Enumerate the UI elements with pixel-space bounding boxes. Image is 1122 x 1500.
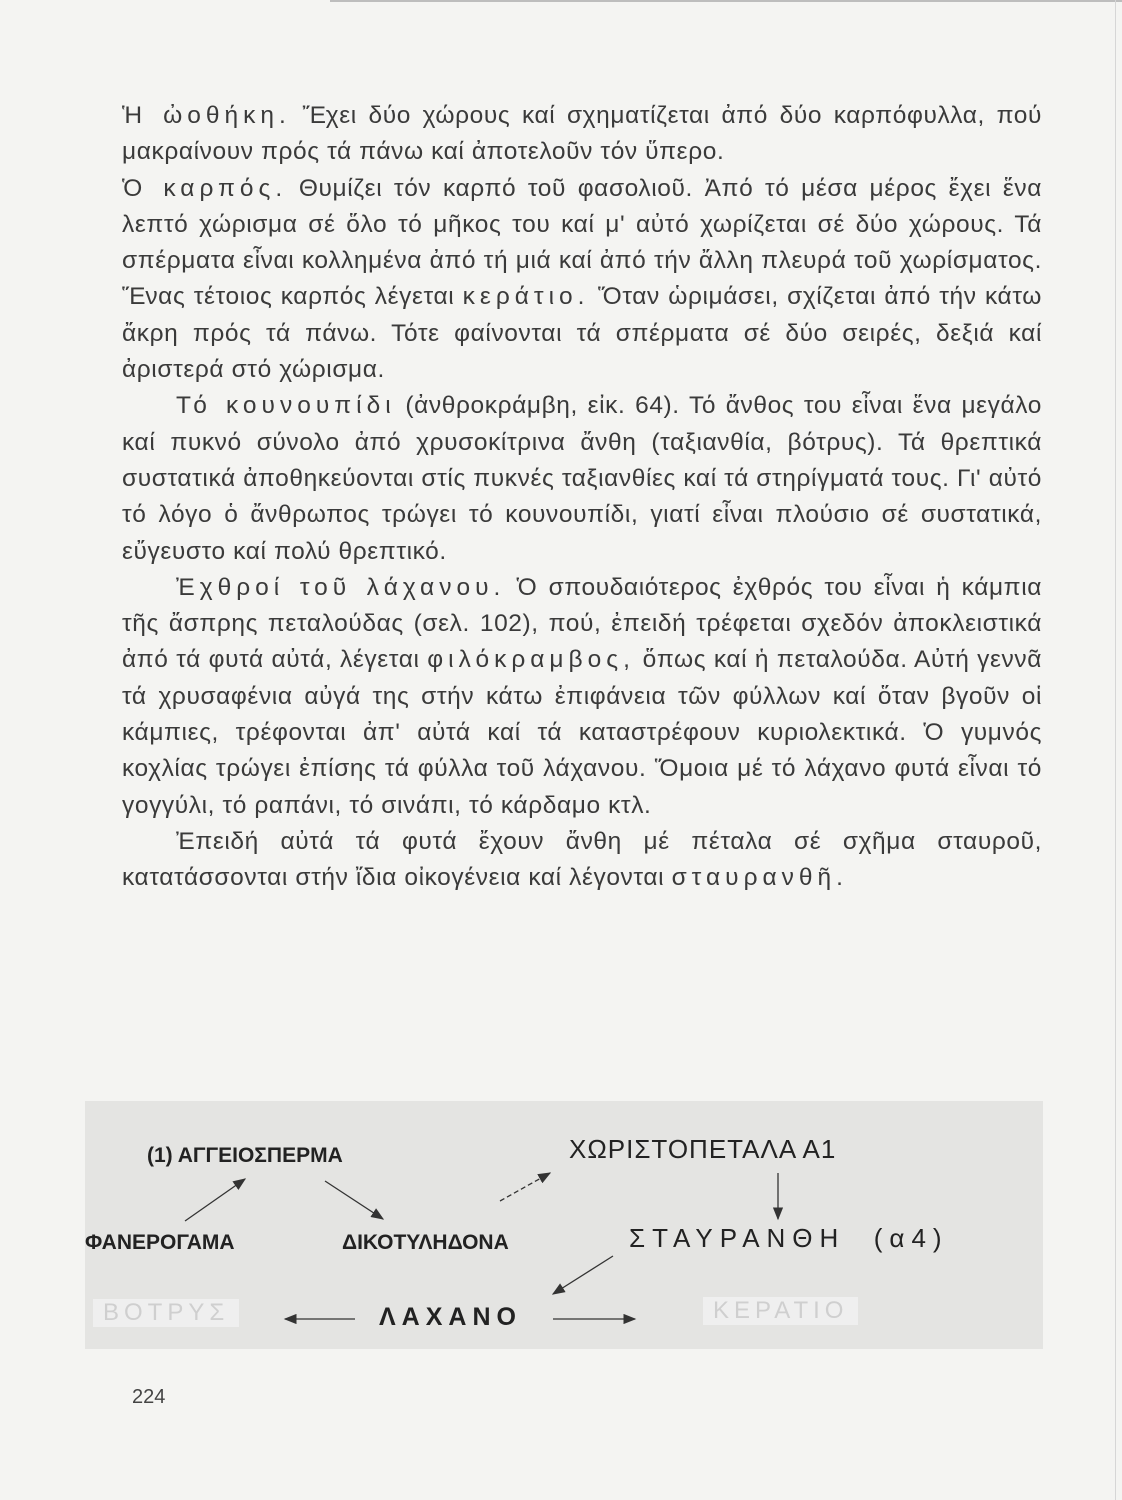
paragraph-fruit-text-b: Ὅταν ὡριμάσει, σχίζεται ἀπό τήν κάτω ἄκρη πρός τά πάνω. Τότε φαίνονται τά σπέρματα σέ δύο σειρές, δεξιά καί ἀριστερά στό χώρισμα. <box>122 283 1042 384</box>
term-fruit: Ὁ καρπός. <box>122 174 288 202</box>
paragraph-cruciferae-text: Ἐπειδή αὐτά τά φυτά ἔχουν ἄνθη μέ πέταλα σέ σχῆμα σταυροῦ, κατατάσσονται στήν ἴδια οἰκογένεια καί λέγονται <box>122 827 1042 892</box>
paragraph-enemies <box>122 570 1042 824</box>
node-stavranthi: ΣΤΑΥΡΑΝΘΗ (α4) <box>629 1223 949 1253</box>
node-keratio: ΚΕΡΑΤΙΟ <box>703 1297 858 1325</box>
paragraph-fruit-text-a: Θυμίζει τόν καρπό τοῦ φασολιοῦ. Ἀπό τό μέσα μέρος ἔχει ἕνα λεπτό χώρισμα σέ ὅλο τό μῆκος του καί μ' αὐτό χωρίζεται σέ δύο χώρους. Τά σπέρματα εἶναι κολλημένα ἀπό τή μιά καί ἀπό τήν ἄλλη πλευρά τοῦ χωρίσματος. Ἕνας τέτοιος καρπός λέγεται <box>122 174 1042 311</box>
paragraph-fruit <box>122 171 1042 389</box>
arrow-dikotyledona-to-choristopetala <box>500 1173 550 1201</box>
term-enemies: Ἐχθροί τοῦ λάχανου. <box>176 573 506 601</box>
paragraph-enemies-text-a: Ὁ σπουδαιότερος ἐχθρός του εἶναι ἡ κάμπια τῆς ἄσπρης πεταλούδας (σελ. 102), πού, ἐπειδή τρέφεται σχεδόν ἀποκλειστικά ἀπό τά φυτά αὐτά, λέγεται <box>122 573 1042 674</box>
term-filokramvos: φιλόκραμβος, <box>427 646 635 674</box>
top-rule <box>330 0 1122 2</box>
arrow-angiosperma-to-dikotyledona <box>325 1181 383 1219</box>
page-edge <box>1115 0 1116 1500</box>
paragraph-cauliflower-text: (ἀνθροκράμβη, εἰκ. 64). Τό ἄνθος του εἶναι ἕνα μεγάλο καί πυκνό σύνολο ἀπό χρυσοκίτρινα ἄνθη (ταξιανθία, βότρυς). Τά θρεπτικά συστατικά ἀποθηκεύονται στίς πυκνές ταξιανθίες καί τά στηρίγματά τους. Γι' αὐτό τό λόγο ὁ ἄνθρωπος τρώγει τό κουνουπίδι, γιατί εἶναι πλούσιο σέ συστατικά, εὔγευστο καί πολύ θρεπτικό. <box>122 392 1043 565</box>
arrow-stavranthi-to-lachano <box>553 1256 613 1294</box>
paragraph-cruciferae <box>122 824 1042 897</box>
term-stavranthi: σταυρανθῆ. <box>671 864 848 892</box>
classification-diagram <box>85 1101 1043 1349</box>
term-ovary: Ἡ ὠοθήκη. <box>122 102 291 129</box>
term-keratio: κεράτιο. <box>462 283 590 311</box>
node-lachano: ΛΑΧΑΝΟ <box>379 1303 522 1331</box>
node-fanerogama: ΦΑΝΕΡΟΓΑΜΑ <box>85 1231 235 1254</box>
node-botrys: ΒΟΤΡΥΣ <box>93 1299 239 1327</box>
paragraph-cauliflower <box>122 388 1042 569</box>
paragraph-enemies-text-b: ὅπως καί ἡ πεταλούδα. Αὐτή γεννᾶ τά χρυσαφένια αὐγά της στήν κάτω ἐπιφάνεια τῶν φύλλων καί ὅταν βγοῦν οἱ κάμπιες, τρέφονται ἀπ' αὐτά καί τά καταστρέφουν κυριολεκτικά. Ὁ γυμνός κοχλίας τρώγει ἐπίσης τά φύλλα τοῦ λάχανου. Ὅμοια μέ τό λάχανο φυτά εἶναι τό γογγύλι, τό ραπάνι, τό σινάπι, τό κάρδαμο κτλ. <box>122 646 1042 819</box>
term-cauliflower: Τό κουνουπίδι <box>176 392 396 420</box>
node-angiosperma: (1) ΑΓΓΕΙΟΣΠΕΡΜΑ <box>147 1144 343 1167</box>
paragraph-ovary-text: Ἔχει δύο χώρους καί σχηματίζεται ἀπό δύο καρπόφυλλα, πού μακραίνουν πρός τά πάνω καί ἀποτελοῦν τόν ὕπερο. <box>122 102 1042 166</box>
page-number: 224 <box>132 1386 166 1408</box>
node-choristopetala: ΧΩΡΙΣΤΟΠΕΤΑΛΑ Α1 <box>569 1134 837 1164</box>
body-text <box>122 98 1042 897</box>
paragraph-ovary <box>122 98 1042 171</box>
arrow-fanerogama-to-angiosperma <box>185 1179 245 1221</box>
node-dikotyledona: ΔΙΚΟΤΥΛΗΔΟΝΑ <box>342 1231 509 1254</box>
